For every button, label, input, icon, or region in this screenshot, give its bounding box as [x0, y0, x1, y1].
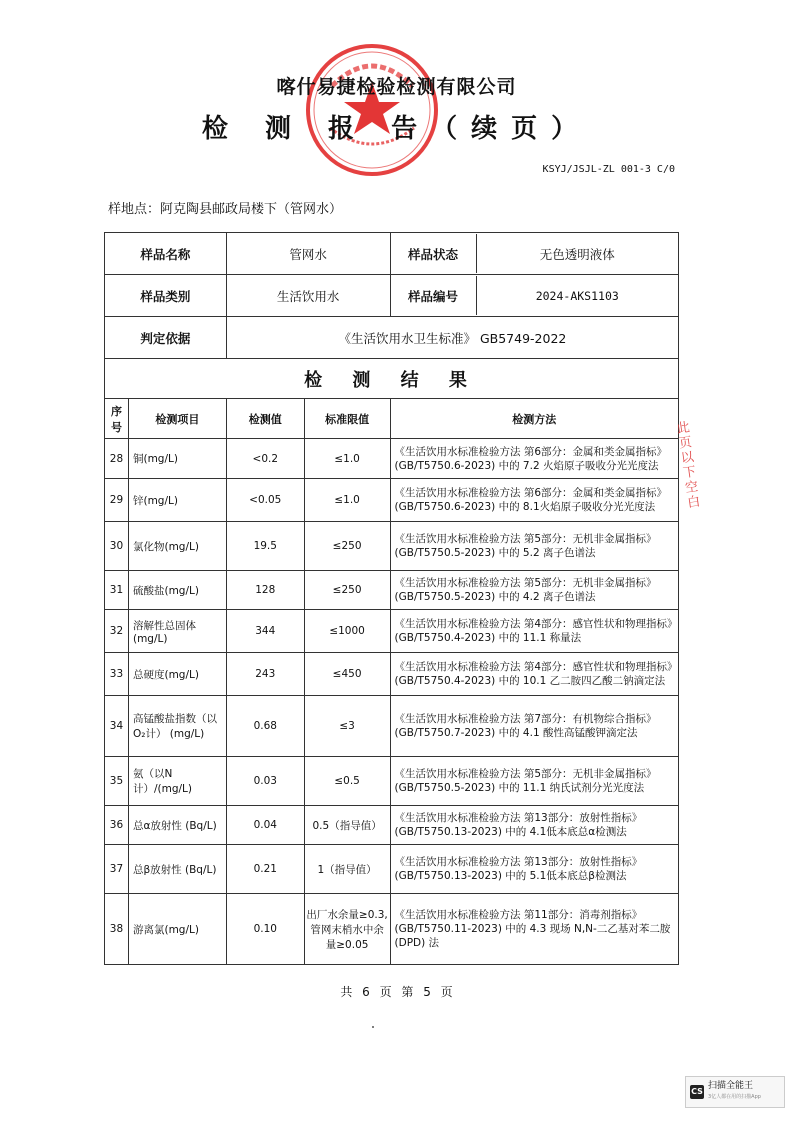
row-number: 38	[105, 894, 129, 965]
standard-limit: 0.5（指导值）	[304, 806, 390, 845]
test-method: 《生活饮用水标准检验方法 第5部分：无机非金属指标》(GB/T5750.5-2023) 中的 11.1 纳氏试剂分光光度法	[390, 757, 678, 806]
table-row	[105, 571, 679, 610]
test-item: 硫酸盐(mg/L)	[128, 571, 226, 610]
row-number: 34	[105, 696, 129, 757]
table-row	[105, 894, 679, 965]
results-section-row	[105, 359, 679, 399]
standard-limit: ≤1000	[304, 610, 390, 653]
page-footer: 共 6 页 第 5 页	[340, 985, 453, 999]
test-method: 《生活饮用水标准检验方法 第7部分：有机物综合指标》(GB/T5750.7-2023) 中的 4.1 酸性高锰酸钾滴定法	[390, 696, 678, 757]
col-limit: 标准限值	[304, 399, 390, 439]
test-value: 0.68	[226, 696, 304, 757]
test-value: 344	[226, 610, 304, 653]
row-number: 33	[105, 653, 129, 696]
test-value: <0.05	[226, 479, 304, 522]
test-value: 0.04	[226, 806, 304, 845]
info-row-name	[105, 233, 679, 275]
sample-state-label: 样品状态	[391, 234, 477, 273]
results-header-row	[105, 399, 679, 439]
sample-name-value: 管网水	[226, 233, 390, 275]
standard-limit: ≤1.0	[304, 479, 390, 522]
row-number: 28	[105, 439, 129, 479]
scan-speck	[372, 1026, 374, 1028]
test-method: 《生活饮用水标准检验方法 第4部分：感官性状和物理指标》(GB/T5750.4-2023) 中的 11.1 称量法	[390, 610, 678, 653]
test-value: 19.5	[226, 522, 304, 571]
test-item: 氯化物(mg/L)	[128, 522, 226, 571]
test-method: 《生活饮用水标准检验方法 第4部分：感官性状和物理指标》(GB/T5750.4-2023) 中的 10.1 乙二胺四乙酸二钠滴定法	[390, 653, 678, 696]
sample-name-label: 样品名称	[105, 233, 227, 275]
results-body	[105, 439, 679, 965]
standard-limit: ≤450	[304, 653, 390, 696]
table-row	[105, 479, 679, 522]
table-row	[105, 845, 679, 894]
test-method: 《生活饮用水标准检验方法 第13部分：放射性指标》(GB/T5750.13-2023) 中的 5.1低本底总β检测法	[390, 845, 678, 894]
standard-limit: ≤250	[304, 571, 390, 610]
sample-code-cell	[390, 275, 678, 317]
sample-state-value: 无色透明液体	[539, 246, 615, 262]
test-item: 总硬度(mg/L)	[128, 653, 226, 696]
test-value: 0.10	[226, 894, 304, 965]
document-number: KSYJ/JSJL-ZL 001-3 C/0	[542, 164, 675, 175]
row-number: 32	[105, 610, 129, 653]
row-number: 36	[105, 806, 129, 845]
col-value: 检测值	[226, 399, 304, 439]
standard-limit: ≤0.5	[304, 757, 390, 806]
info-row-basis	[105, 317, 679, 359]
test-method: 《生活饮用水标准检验方法 第5部分：无机非金属指标》(GB/T5750.5-2023) 中的 5.2 离子色谱法	[390, 522, 678, 571]
row-number: 29	[105, 479, 129, 522]
test-item: 游离氯(mg/L)	[128, 894, 226, 965]
results-title: 检 测 结 果	[105, 359, 679, 399]
test-item: 铜(mg/L)	[128, 439, 226, 479]
test-method: 《生活饮用水标准检验方法 第11部分：消毒剂指标》(GB/T5750.11-2023) 中的 4.3 现场 N,N-二乙基对苯二胺 (DPD) 法	[390, 894, 678, 965]
row-number: 35	[105, 757, 129, 806]
table-row	[105, 757, 679, 806]
col-no: 序号	[105, 399, 129, 439]
standard-limit: 1（指导值）	[304, 845, 390, 894]
company-name: 喀什易捷检验检测有限公司	[276, 76, 517, 98]
test-value: 243	[226, 653, 304, 696]
test-value: 128	[226, 571, 304, 610]
table-row	[105, 806, 679, 845]
test-item: 高锰酸盐指数（以O₂计） (mg/L)	[128, 696, 226, 757]
info-row-category	[105, 275, 679, 317]
standard-limit: ≤3	[304, 696, 390, 757]
row-number: 30	[105, 522, 129, 571]
table-row	[105, 653, 679, 696]
table-row	[105, 522, 679, 571]
sample-site: 样地点：阿克陶县邮政局楼下（管网水）	[108, 202, 343, 217]
test-method: 《生活饮用水标准检验方法 第6部分：金属和类金属指标》(GB/T5750.6-2023) 中的 7.2 火焰原子吸收分光光度法	[390, 439, 678, 479]
test-method: 《生活饮用水标准检验方法 第5部分：无机非金属指标》(GB/T5750.5-2023) 中的 4.2 离子色谱法	[390, 571, 678, 610]
table-row	[105, 610, 679, 653]
test-value: 0.21	[226, 845, 304, 894]
test-method: 《生活饮用水标准检验方法 第13部分：放射性指标》(GB/T5750.13-2023) 中的 4.1低本底总α检测法	[390, 806, 678, 845]
col-method: 检测方法	[390, 399, 678, 439]
basis-value: 《生活饮用水卫生标准》 GB5749-2022	[226, 317, 678, 359]
sample-state-cell	[390, 233, 678, 275]
scanner-badge	[685, 1076, 785, 1108]
scanner-badge-title: 扫描全能王	[708, 1081, 754, 1091]
basis-label: 判定依据	[105, 317, 227, 359]
test-value: 0.03	[226, 757, 304, 806]
standard-limit: 出厂水余量≥0.3,管网末梢水中余量≥0.05	[304, 894, 390, 965]
table-row	[105, 439, 679, 479]
test-value: <0.2	[226, 439, 304, 479]
test-method: 《生活饮用水标准检验方法 第6部分：金属和类金属指标》(GB/T5750.6-2023) 中的 8.1火焰原子吸收分光光度法	[390, 479, 678, 522]
test-item: 溶解性总固体(mg/L)	[128, 610, 226, 653]
test-item: 锌(mg/L)	[128, 479, 226, 522]
scanner-logo-icon: CS	[690, 1085, 704, 1099]
table-row	[105, 696, 679, 757]
report-title: 检 测 报 告（续页）	[201, 114, 592, 144]
test-item: 总β放射性 (Bq/L)	[128, 845, 226, 894]
row-number: 31	[105, 571, 129, 610]
test-item: 氨（以N计）/(mg/L)	[128, 757, 226, 806]
sample-category-value: 生活饮用水	[226, 275, 390, 317]
sample-category-label: 样品类别	[105, 275, 227, 317]
row-number: 37	[105, 845, 129, 894]
col-item: 检测项目	[128, 399, 226, 439]
standard-limit: ≤250	[304, 522, 390, 571]
test-item: 总α放射性 (Bq/L)	[128, 806, 226, 845]
report-table	[104, 232, 679, 965]
sample-code-label: 样品编号	[391, 276, 477, 315]
scanner-badge-subtitle: 3亿人都在用的扫描App	[708, 1094, 761, 1100]
margin-note: 此页以下空白	[675, 420, 702, 512]
sample-code-value: 2024-AKS1103	[535, 288, 619, 303]
standard-limit: ≤1.0	[304, 439, 390, 479]
